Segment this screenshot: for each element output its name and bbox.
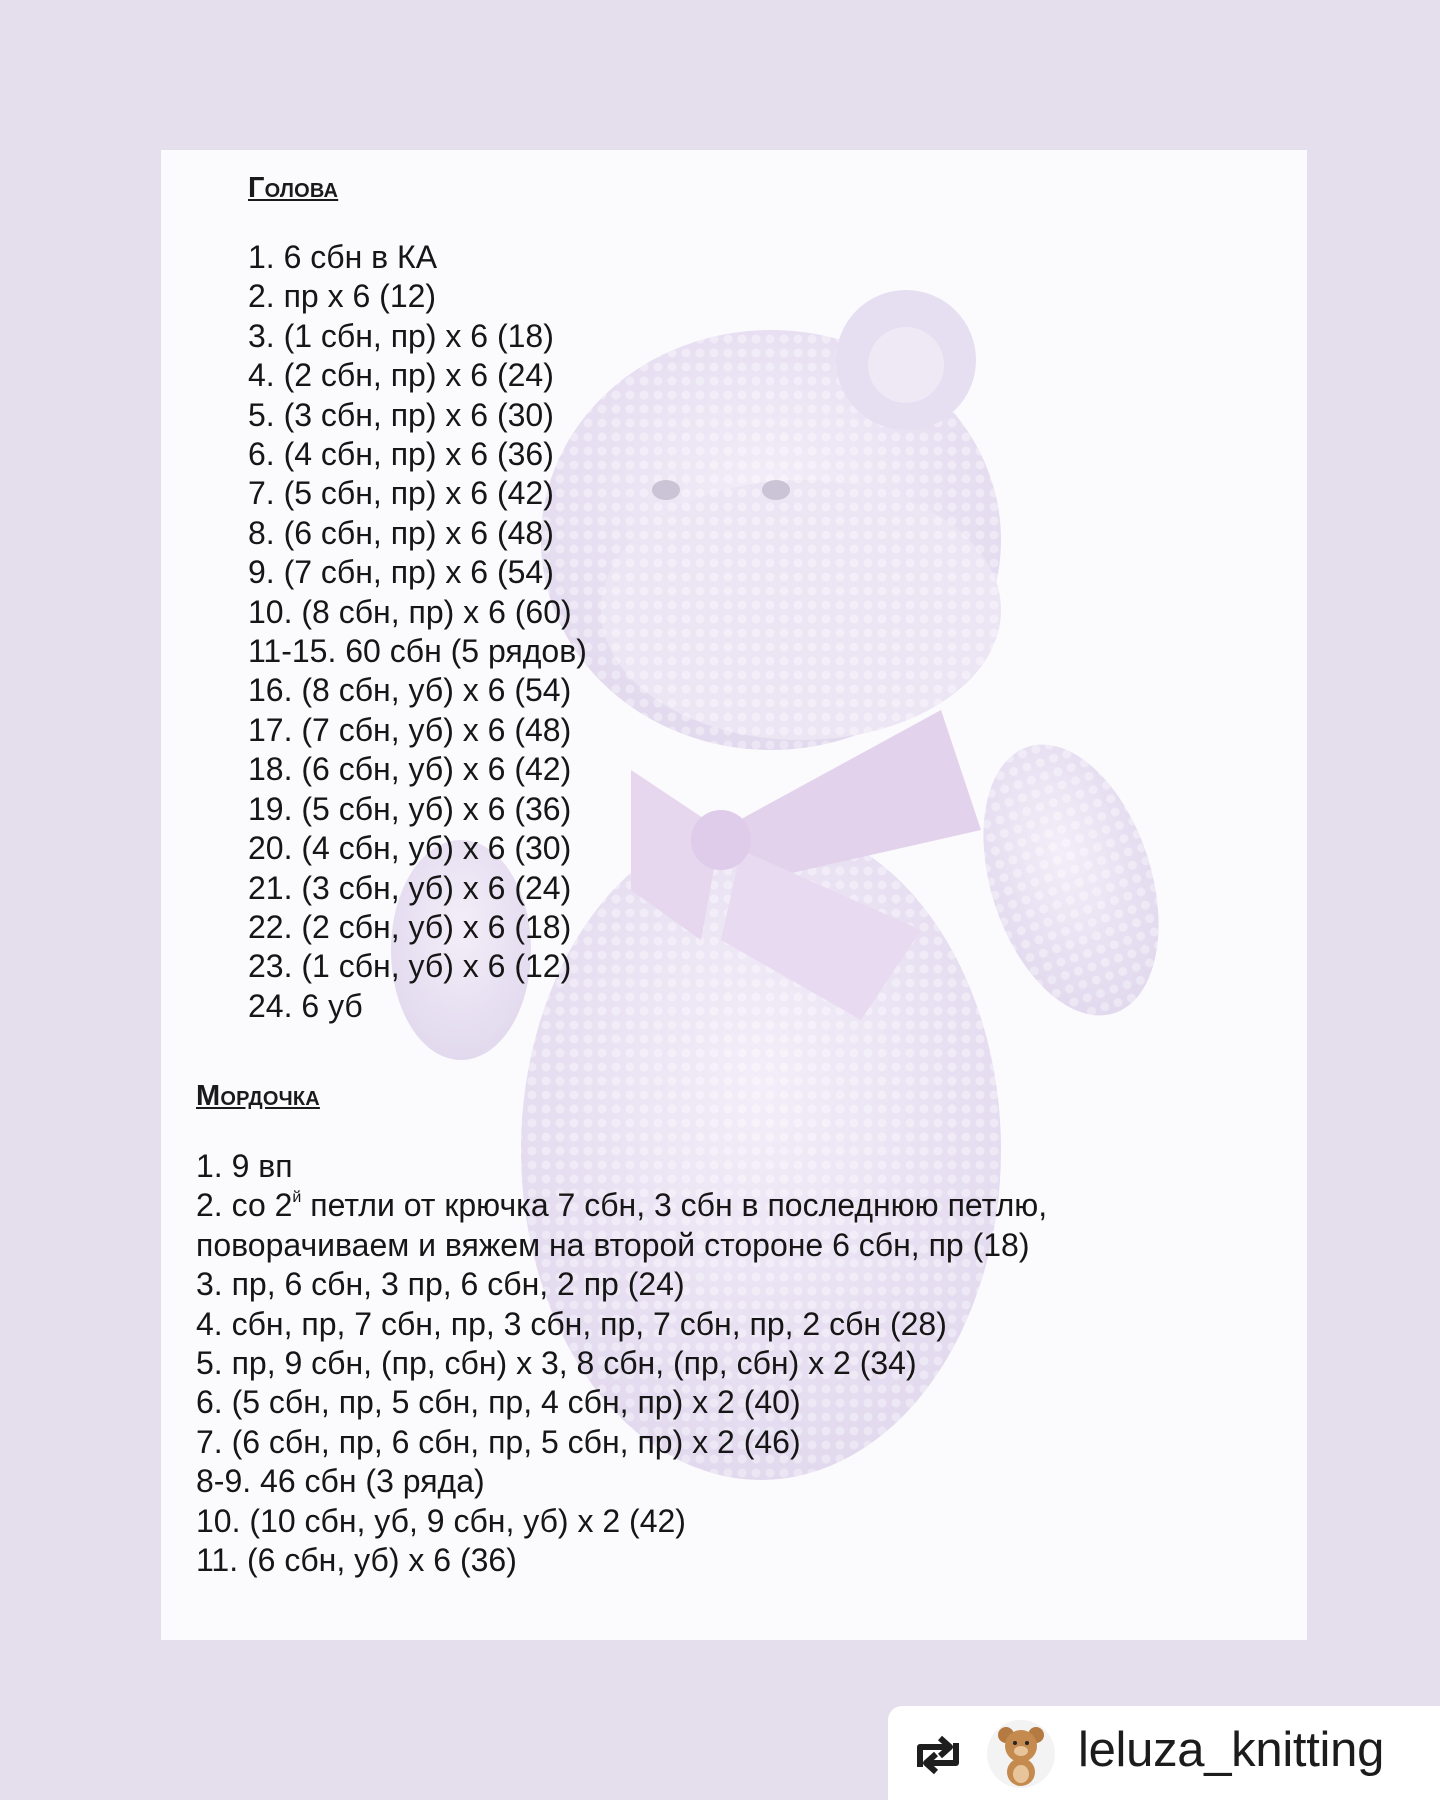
superscript: й: [292, 1189, 302, 1207]
list-item: поворачиваем и вяжем на второй стороне 6 сбн, пр (18): [196, 1226, 1030, 1263]
list-item: 24. 6 уб: [248, 987, 363, 1024]
list-item: 20. (4 сбн, уб) х 6 (30): [248, 830, 572, 867]
head-rows-list: [248, 238, 587, 1026]
list-item: 5. пр, 9 сбн, (пр, сбн) х 3, 8 сбн, (пр, сбн) х 2 (34): [196, 1345, 917, 1382]
list-item: 6. (5 сбн, пр, 5 сбн, пр, 4 сбн, пр) х 2 (40): [196, 1384, 801, 1421]
row-prefix: 2. со 2: [196, 1187, 293, 1224]
list-item: 6. (4 сбн, пр) х 6 (36): [248, 436, 554, 473]
list-item: 4. (2 сбн, пр) х 6 (24): [248, 357, 554, 394]
list-item: 4. сбн, пр, 7 сбн, пр, 3 сбн, пр, 7 сбн, пр, 2 сбн (28): [196, 1305, 947, 1342]
list-item: 1. 6 сбн в КА: [248, 239, 438, 275]
list-item: 17. (7 сбн, уб) х 6 (48): [248, 711, 572, 748]
list-item: 16. (8 сбн, уб) х 6 (54): [248, 672, 572, 709]
list-item: 7. (5 сбн, пр) х 6 (42): [248, 475, 554, 512]
bear-avatar-icon[interactable]: [986, 1719, 1056, 1789]
repost-icon: [910, 1733, 966, 1777]
muzzle-rows-list: [196, 1147, 1047, 1580]
list-item: 10. (10 сбн, уб, 9 сбн, уб) х 2 (42): [196, 1502, 686, 1539]
repost-badge[interactable]: [888, 1706, 1440, 1800]
list-item: 3. пр, 6 сбн, 3 пр, 6 сбн, 2 пр (24): [196, 1266, 685, 1303]
list-item: 23. (1 сбн, уб) х 6 (12): [248, 948, 572, 985]
list-item: 7. (6 сбн, пр, 6 сбн, пр, 5 сбн, пр) х 2 (46): [196, 1423, 801, 1460]
row-suffix: петли от крючка 7 сбн, 3 сбн в последнюю петлю,: [301, 1187, 1048, 1224]
list-item: 11-15. 60 сбн (5 рядов): [248, 633, 587, 670]
list-item: [196, 1186, 1047, 1225]
section-title-muzzle: Мордочка: [196, 1080, 320, 1112]
list-item: 3. (1 сбн, пр) х 6 (18): [248, 317, 554, 354]
pattern-text: [161, 150, 1307, 1640]
list-item: 1. 9 вп: [196, 1148, 293, 1184]
list-item: 21. (3 сбн, уб) х 6 (24): [248, 869, 572, 906]
list-item: 5. (3 сбн, пр) х 6 (30): [248, 396, 554, 433]
list-item: 10. (8 сбн, пр) х 6 (60): [248, 593, 572, 630]
list-item: 8. (6 сбн, пр) х 6 (48): [248, 514, 554, 551]
list-item: 18. (6 сбн, уб) х 6 (42): [248, 751, 572, 788]
list-item: 19. (5 сбн, уб) х 6 (36): [248, 790, 572, 827]
pattern-page: [161, 150, 1307, 1640]
list-item: 2. пр х 6 (12): [248, 278, 437, 315]
list-item: 11. (6 сбн, уб) х 6 (36): [196, 1542, 517, 1579]
list-item: 22. (2 сбн, уб) х 6 (18): [248, 908, 572, 945]
list-item: 9. (7 сбн, пр) х 6 (54): [248, 554, 554, 591]
username-label[interactable]: leluza_knitting: [1078, 1723, 1385, 1777]
list-item: 8-9. 46 сбн (3 ряда): [196, 1463, 485, 1500]
section-title-head: Голова: [248, 172, 339, 204]
